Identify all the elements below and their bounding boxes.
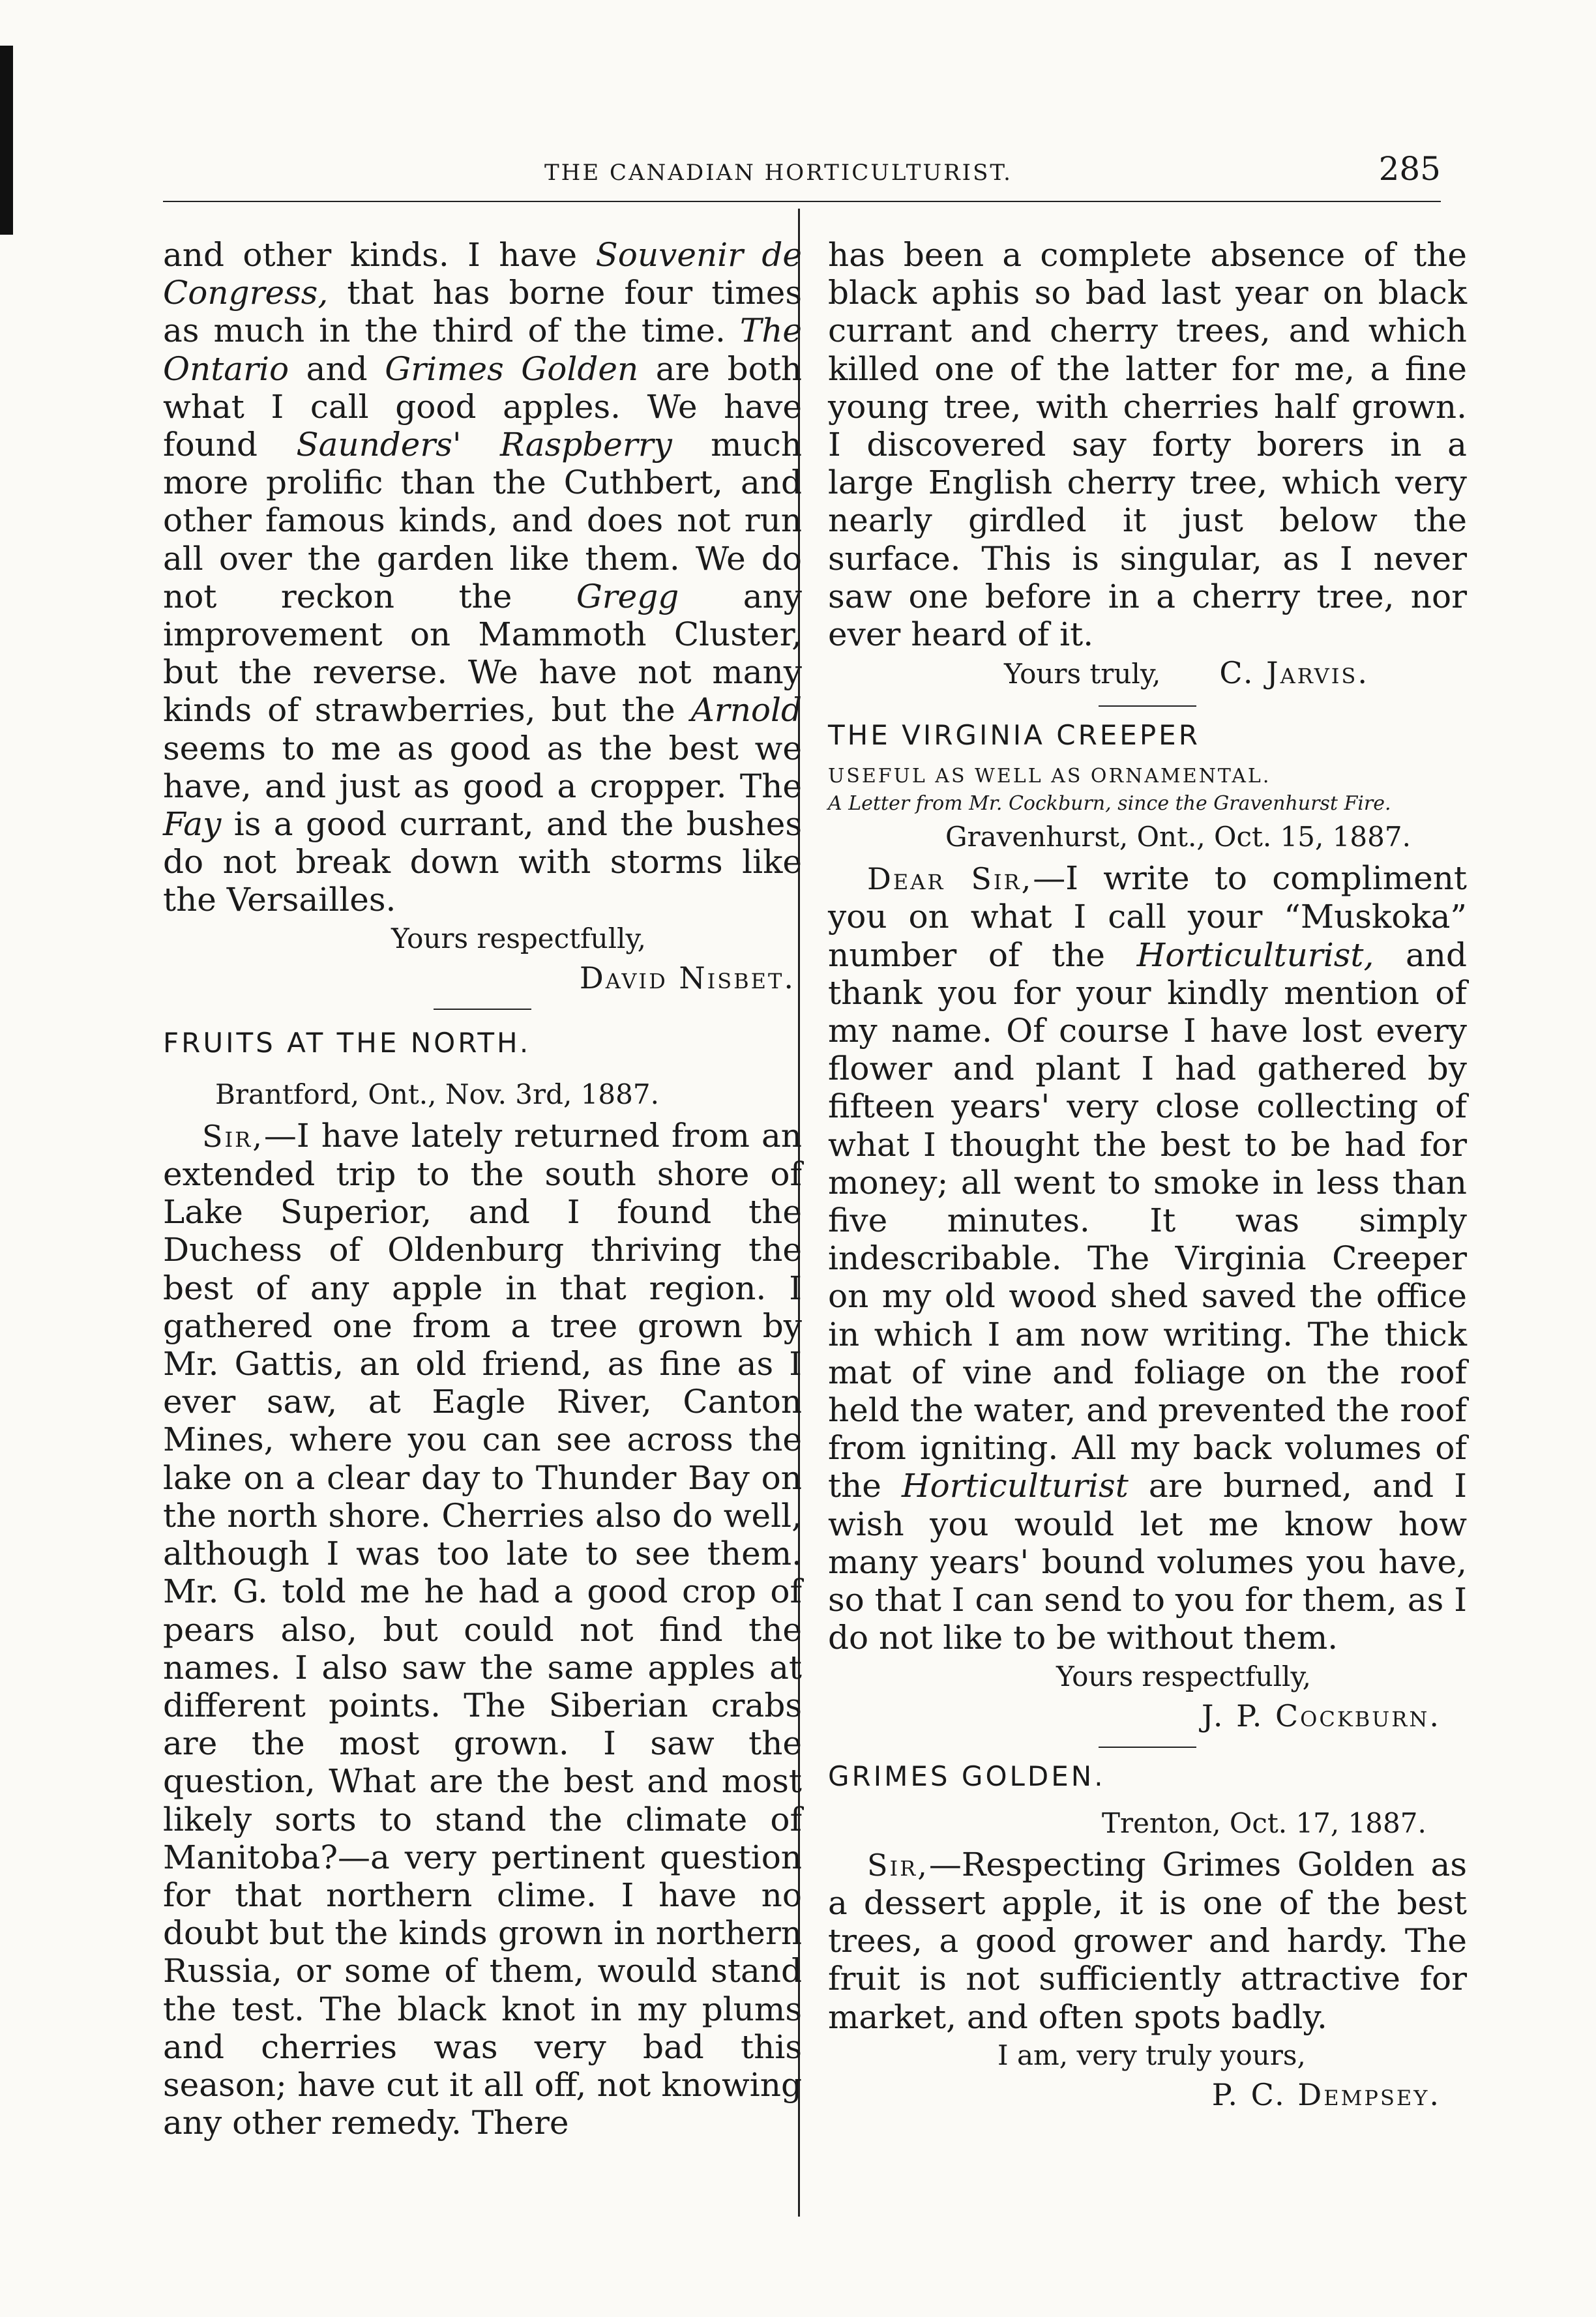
salutation: Sir,: [202, 1118, 264, 1154]
letter-body: Dear Sir,—I write to compliment you on what I call your “Muskoka” number of the Horticulturist, and thank you for your kindly mention of my name. Of course I have lost every flower and plant I had gathered by fifteen years' very close collecting of what I thought the best to be had for money; all went to smoke in less than five minutes. It was simply indescribable. The Virginia Creeper on my old wood shed saved the office in which I am now writing. The thick mat of vine and foliage on the roof held the water, and prevented the roof from igniting. All my back volumes of the Horticulturist are burned, and I wish you would let me know how many years' bound volumes you have, so that I can send to you for them, as I do not like to be without them.: [828, 859, 1467, 1657]
article-heading: THE VIRGINIA CREEPER: [828, 719, 1200, 752]
letter-body: has been a complete absence of the black aphis so bad last year on black currant and cherry trees, and which killed one of the latter for me, a fine young tree, with cherries half grown. I discovered say forty borers in a large English cherry tree, which very nearly girdled it just below the surface. This is singular, as I never saw one before in a cherry tree, nor ever heard of it.: [828, 236, 1467, 654]
jarvis-letter-continued: [828, 236, 1467, 694]
salutation: Sir,: [867, 1847, 929, 1883]
closing: Yours respectfully,: [1056, 1660, 1311, 1692]
letter-body: Sir,—Respecting Grimes Golden as a dessert apple, it is one of the best trees, a good grower and hardy. The fruit is not sufficiently attractive for market, and often spots badly.: [828, 1845, 1467, 2036]
closing: Yours respectfully,: [391, 922, 646, 954]
page-number: 285: [1378, 150, 1441, 188]
binding-edge-mark: [0, 46, 13, 235]
editorial-note: A Letter from Mr. Cockburn, since the Gravenhurst Fire.: [828, 792, 1391, 816]
dateline: Trenton, Oct. 17, 1887.: [1102, 1807, 1426, 1839]
nisbet-letter-body: and other kinds. I have Souvenir de Congress, that has borne four times as much in the third of the time. The Ontario and Grimes Golden are both what I call good apples. We have found Saunders' Raspberry much more prolific than the Cuthbert, and other famous kinds, and does not run all over the garden like them. We do not reckon the Gregg any improvement on Mammoth Cluster, but the reverse. We have not many kinds of strawberries, but the Arnold seems to me as good as the best we have, and just as good a cropper. The Fay is a good currant, and the bushes do not break down with storms like the Versailles.: [163, 236, 802, 919]
dateline: Brantford, Ont., Nov. 3rd, 1887.: [215, 1078, 659, 1110]
article-subheading: USEFUL AS WELL AS ORNAMENTAL.: [828, 765, 1271, 788]
nisbet-letter: [163, 236, 802, 997]
article-heading: GRIMES GOLDEN.: [828, 1760, 1106, 1792]
page-header: [163, 143, 1441, 202]
grimes-golden-letter: [828, 1752, 1467, 2114]
fruits-at-the-north-letter: [163, 1014, 802, 2142]
closing: I am, very truly yours,: [998, 2039, 1306, 2071]
section-rule: [434, 1009, 531, 1010]
running-title: THE CANADIAN HORTICULTURIST.: [544, 160, 1012, 186]
right-column: [828, 236, 1467, 2114]
section-rule: [1099, 1747, 1196, 1748]
signature: C. Jarvis.: [1219, 655, 1369, 691]
article-heading: FRUITS AT THE NORTH.: [163, 1026, 531, 1059]
signature: David Nisbet.: [579, 960, 795, 996]
virginia-creeper-letter: [828, 711, 1467, 1734]
header-rule: [163, 201, 1441, 202]
left-column: [163, 236, 802, 2142]
closing-and-signature: Yours truly, C. Jarvis.: [1004, 655, 1369, 691]
letter-body: Sir,—I have lately returned from an extended trip to the south shore of Lake Superior, and I found the Duchess of Oldenburg thriving the best of any apple in that region. I gathered one from a tree grown by Mr. Gattis, an old friend, as fine as I ever saw, at Eagle River, Canton Mines, where you can see across the lake on a clear day to Thunder Bay on the north shore. Cherries also do well, although I was too late to see them. Mr. G. told me he had a good crop of pears also, but could not find the names. I also saw the same apples at different points. The Siberian crabs are the most grown. I saw the question, What are the best and most likely sorts to stand the climate of Manitoba?—a very pertinent question for that northern clime. I have no doubt but the kinds grown in northern Russia, or some of them, would stand the test. The black knot in my plums and cherries was very bad this season; have cut it all off, not knowing any other remedy. There: [163, 1116, 802, 2142]
signature: P. C. Dempsey.: [1211, 2076, 1441, 2112]
dateline: Gravenhurst, Ont., Oct. 15, 1887.: [945, 821, 1411, 853]
salutation: Dear Sir,: [867, 861, 1033, 897]
signature: J. P. Cockburn.: [1201, 1698, 1441, 1734]
section-rule: [1099, 705, 1196, 707]
